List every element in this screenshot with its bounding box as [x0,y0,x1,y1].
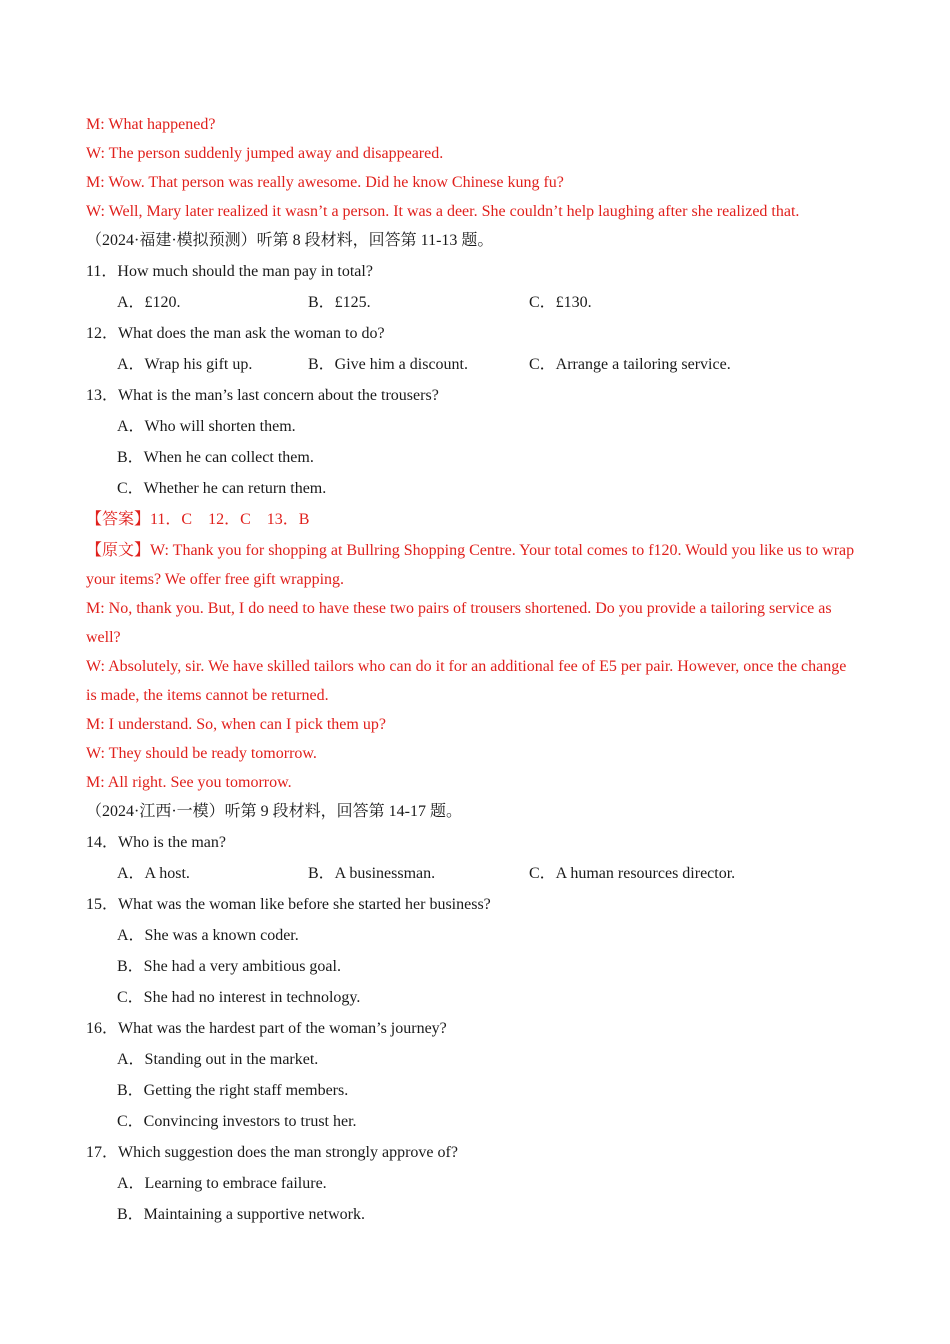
transcript-line: M: No, thank you. But, I do need to have these two pairs of trousers shortened. Do you provide a tailoring service as well? [86,600,832,646]
transcript-line: M: What happened? [86,116,216,133]
option-c: C．£130. [529,294,592,311]
transcript-line: W: Absolutely, sir. We have skilled tailors who can do it for an additional fee of E5 per pair. However, once the change is made, the items cannot be returned. [86,658,847,704]
question-stem: 17．Which suggestion does the man strongly approve of? [86,1144,458,1161]
option-row [86,350,861,379]
transcript-line: M: I understand. So, when can I pick them up? [86,716,386,733]
transcript-line: M: All right. See you tomorrow. [86,774,292,791]
option-row [86,288,861,317]
option-a: A．£120. [117,294,181,311]
option-a: A．A host. [117,865,190,882]
option-c: C．She had no interest in technology. [117,989,361,1006]
option-a: A．She was a known coder. [117,927,299,944]
option-a: A．Who will shorten them. [117,418,296,435]
option-b: B．£125. [308,294,371,311]
question-stem: 15．What was the woman like before she started her business? [86,896,491,913]
option-b: B．Getting the right staff members. [117,1082,349,1099]
transcript-line: W: They should be ready tomorrow. [86,745,317,762]
option-b: B．When he can collect them. [117,449,314,466]
option-c: C．Convincing investors to trust her. [117,1113,357,1130]
question-stem: 13．What is the man’s last concern about the trousers? [86,387,439,404]
option-row [86,859,861,888]
question-stem: 14．Who is the man? [86,834,226,851]
option-b: B．A businessman. [308,865,436,882]
option-c: C．A human resources director. [529,865,736,882]
question-stem: 11．How much should the man pay in total? [86,263,373,280]
option-b: B．Give him a discount. [308,356,468,373]
question-stem: 12．What does the man ask the woman to do? [86,325,385,342]
option-b: B．Maintaining a supportive network. [117,1206,365,1223]
option-a: A．Standing out in the market. [117,1051,319,1068]
transcript-line: M: Wow. That person was really awesome. Did he know Chinese kung fu? [86,174,564,191]
transcript-line: W: The person suddenly jumped away and disappeared. [86,145,444,162]
option-a: A．Wrap his gift up. [117,356,253,373]
option-c: C．Whether he can return them. [117,480,327,497]
question-stem: 16．What was the hardest part of the woman’s journey? [86,1020,447,1037]
transcript-line: W: Well, Mary later realized it wasn’t a person. It was a deer. She couldn’t help laughing after she realized that. [86,203,800,220]
transcript-line: 【原文】W: Thank you for shopping at Bullring Shopping Centre. Your total comes to f120. Would you like us to wrap your items? We offer free gift wrapping. [86,542,855,588]
option-c: C．Arrange a tailoring service. [529,356,731,373]
answer-key: 【答案】11．C 12．C 13．B [86,511,310,528]
document-page [86,110,861,1229]
option-a: A．Learning to embrace failure. [117,1175,327,1192]
section-intro: （2024·福建·模拟预测）听第 8 段材料，回答第 11-13 题。 [86,232,494,249]
section-intro: （2024·江西·一模）听第 9 段材料，回答第 14-17 题。 [86,803,462,820]
option-b: B．She had a very ambitious goal. [117,958,341,975]
